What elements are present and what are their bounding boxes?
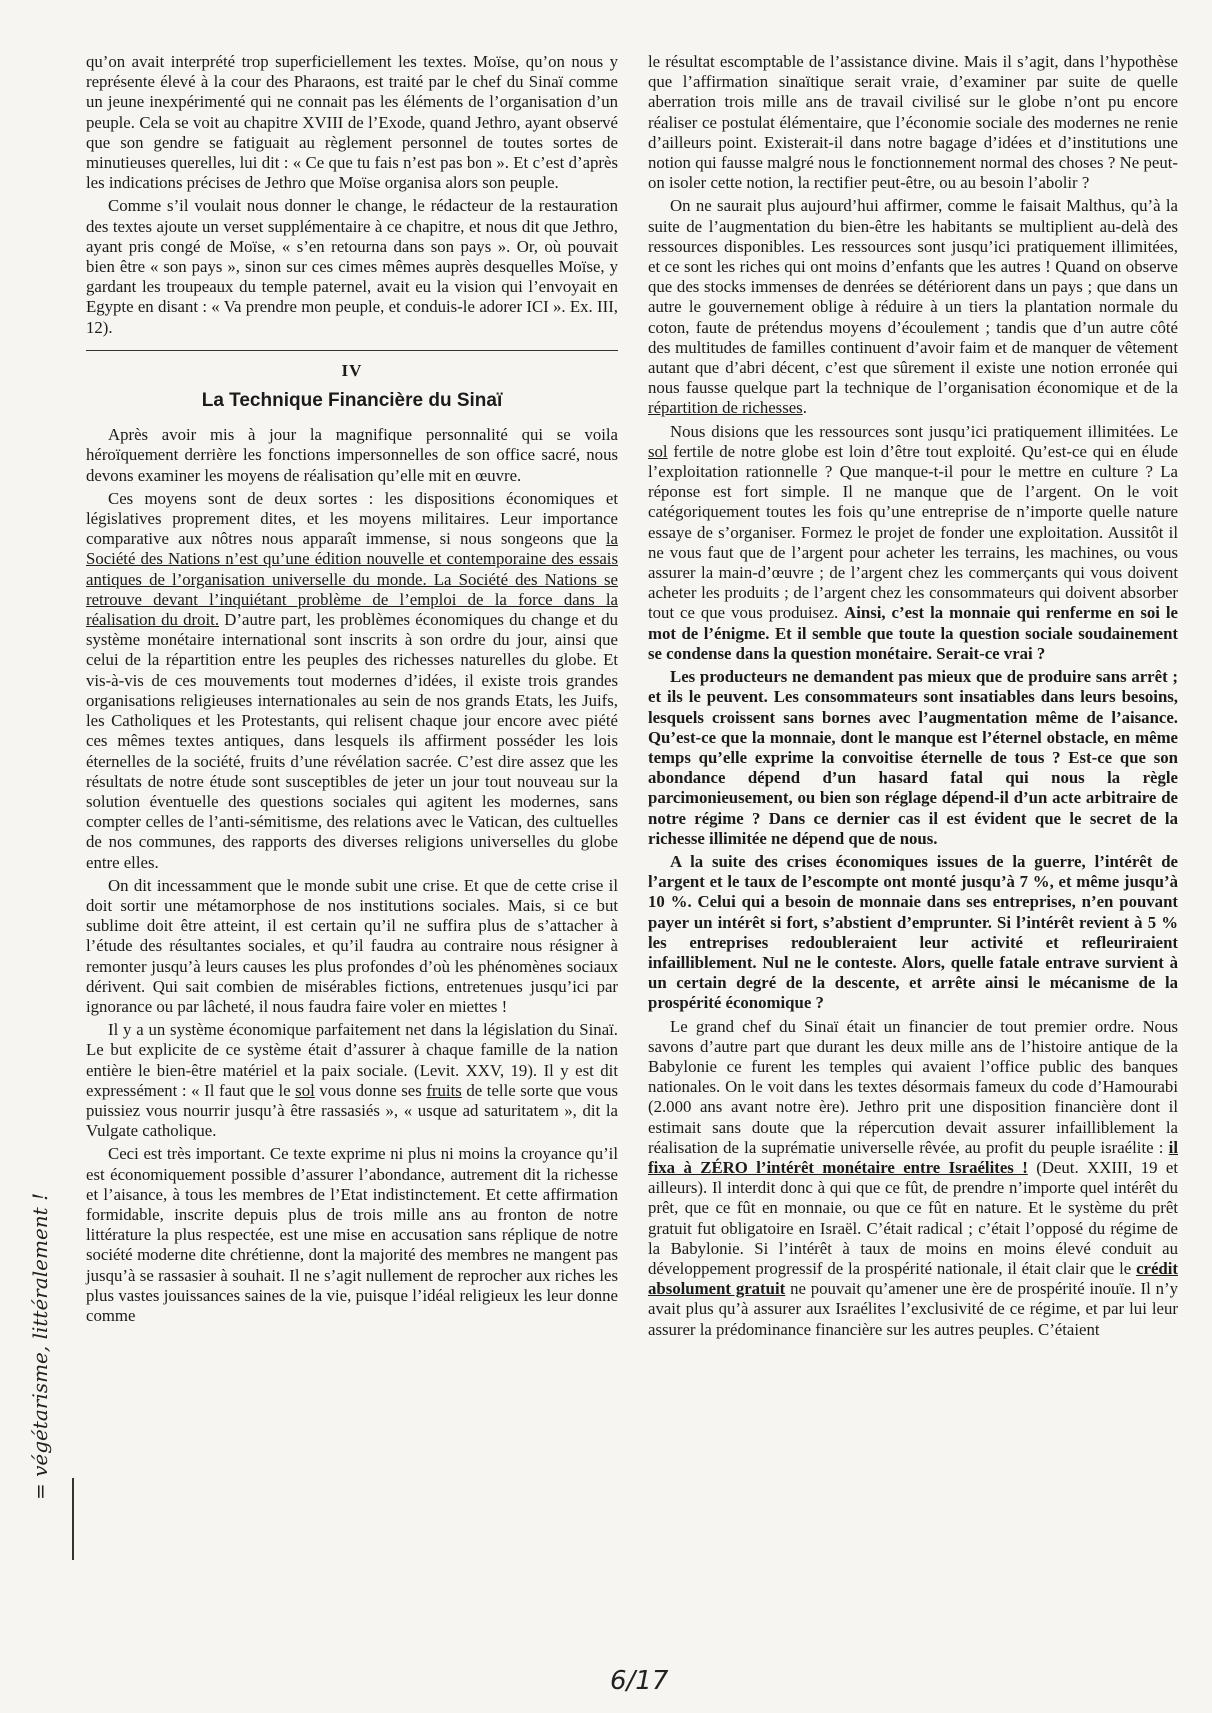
left-paragraph-1: qu’on avait interprété trop superficiellement les textes. Moïse, qu’on nous y représente élevé à la cour des Pharaons, est traité par le chef du Sinaï comme un jeune inexpérimenté qui ne connait pas les éléments de l’organisation d’un peuple. Cela se voit au chapitre XVIII de l’Exode, quand Jethro, ayant observé que son gendre se fatiguait au règlement personnel de toutes sortes de minutieuses querelles, lui dit : « Ce que tu fais n’est pas bon ». Et c’est d’après les indications précises de Jethro que Moïse organisa alors son peuple. xyxy=(86,52,618,193)
underlined-word: sol xyxy=(648,441,668,461)
left-paragraph-3: Après avoir mis à jour la magnifique personnalité qui se voila héroïquement derrière les fonctions impersonnelles de son office sacré, nous devons examiner les moyens de réalisation qu’elle mit en œuvre. xyxy=(86,425,618,485)
underlined-passage: répartition de richesses xyxy=(648,398,803,418)
underlined-word: fruits xyxy=(426,1080,462,1100)
text-run: D’autre part, les problèmes économiques du change et du système monétaire international sont inscrits à son ordre du jour, ainsi que celui de la répartition entre les peuples des richesses naturelles du globe. Et vis-à-vis de ces mouvements tout modernes d’idées, il existe trois grandes organisations religieuses internationales au sein de nos grands Etats, les Juifs, les Catholiques et les Protestants, qui relisent chaque jour encore avec piété ces mêmes textes antiques, dans lesquels ils affirment posséder les lois éternelles de la société, fruits d’une révélation sacrée. C’est dire assez que les résultats de notre étude sont susceptibles de jeter un jour tout nouveau sur la solution éventuelle des questions sociales qui agitent les modernes, sans compter celles de l’anti-sémitisme, des relations avec le Vatican, des cultuelles de nos communes, des rapports des diverses religions universelles du globe entre elles. xyxy=(86,610,618,872)
section-divider xyxy=(86,350,618,351)
text-run: vous donne ses xyxy=(314,1080,427,1100)
text-run: ne pouvait qu’amener une ère de prospérité inouïe. Il n’y avait plus qu’à assurer aux Israélites l’exclusivité de ce régime, et par lui leur assurer la prédominance financière sur les autres peuples. C’étaient xyxy=(648,1279,1178,1339)
right-column xyxy=(648,52,1178,1343)
section-title: La Technique Financière du Sinaï xyxy=(201,390,503,412)
handwritten-margin-bar xyxy=(72,1478,74,1560)
left-column xyxy=(86,52,618,1329)
right-paragraph-2 xyxy=(648,196,1178,418)
underlined-passage: crédit absolument gratuit xyxy=(648,1258,1178,1299)
text-run: . xyxy=(802,398,807,418)
section-number: IV xyxy=(341,360,363,380)
right-paragraph-1: le résultat escomptable de l’assistance divine. Mais il s’agit, dans l’hypothèse que l’affirmation sinaïtique serait vraie, d’examiner par suite de quelle aberration trois mille ans de travail civilisé sur le globe n’ont pu encore réaliser ce postulat élémentaire, que l’économie sociale des modernes ne renie d’ailleurs point. Existerait-il dans notre bagage d’idées et d’institutions une notion qui fausse malgré nous le fonctionnement normal des choses ? Ne peut-on isoler cette notion, la rectifier peut-être, ou au besoin l’abolir ? xyxy=(648,52,1178,193)
left-paragraph-6 xyxy=(86,1020,618,1141)
text-run: On ne saurait plus aujourd’hui affirmer, comme le faisait Malthus, qu’à la suite de l’augmentation du bien-être les habitants se multiplient au-delà des ressources disponibles. Les ressources sont jusqu’ici pratiquement illimitées, et ce sont les riches qui ont moins d’enfants que les autres ! Quand on observe que des stocks immenses de denrées se détériorent dans un pays ; que dans un autre le gouvernement oblige à réduire à un tiers la plantation normale du coton, faute de prétendus moyens d’écoulement ; tandis que d’un autre côté des multitudes de familles continuent d’avoir faim et de manquer de vêtement autant que d’abri décent, c’est que sûrement il existe une notion erronée qui nous fausse quelque part la technique de l’organisation économique et de la xyxy=(648,196,1178,398)
underlined-word: sol xyxy=(295,1080,315,1100)
text-run: (Deut. XXIII, 19 et ailleurs). Il interdit donc à qui que ce fût, de prendre n’importe quel intérêt du prêt, que ce fût en monnaie, ou que ce fût en nature. Et le système du prêt gratuit fut obligatoire en Israël. C’était radical ; c’était l’opposé du régime de la Babylonie. Si l’intérêt à taux de moins en moins élevé conduit au développement progressif de la prospérité nationale, il était clair que le xyxy=(648,1157,1178,1278)
left-paragraph-5: On dit incessamment que le monde subit une crise. Et que de cette crise il doit sortir une métamorphose de nos institutions sociales. Mais, si ce but sublime doit être atteint, il est certain qu’il ne suffira plus de s’attacher à l’étude des résultantes sociales, et qu’il faudra au contraire nous résigner à remonter jusqu’à leurs causes les plus profondes d’où les phénomènes sociaux dérivent. Qui sait combien de misérables fictions, entretenues jusqu’ici par ignorance ou par lâcheté, il nous faudra faire voler en miettes ! xyxy=(86,875,618,1016)
text-run: Nous disions que les ressources sont jusqu’ici pratiquement illimitées. Le xyxy=(670,421,1178,441)
bold-passage: Ainsi, c’est la monnaie qui renferme en soi le mot de l’énigme. Et il semble que toute la question sociale soudainement se condense dans la question monétaire. Serait-ce vrai ? xyxy=(648,603,1178,663)
right-paragraph-5: A la suite des crises économiques issues de la guerre, l’intérêt de l’argent et le taux de l’escompte ont monté jusqu’à 7 %, et même jusqu’à 10 %. Celui qui a besoin de monnaie dans ses entreprises, n’en pouvant payer un intérêt si fort, s’abstient d’emprunter. Si l’intérêt revient à 5 % les entreprises redoubleraient leur activité et refleuriraient infailliblement. Nul ne le conteste. Alors, quelle fatale entrave survient à un certain degré de la descente, et arrête ainsi le mécanisme de la prospérité économique ? xyxy=(648,851,1178,1013)
text-run: fertile de notre globe est loin d’être tout exploité. Qu’est-ce qui en élude l’exploitation rationnelle ? Que manque-t-il pour le mettre en culture ? La réponse est fort simple. Il ne manque que de l’argent. On le voit catégoriquement toutes les fois qu’une entreprise de n’importe quelle nature essaye de s’organiser. Formez le projet de fonder une exploitation. Aussitôt il ne vous faut que de l’argent pour acheter les terrains, les machines, ou vous assurer la main-d’œuvre ; de l’argent chez les commerçants qui vous doivent acheter les produits ; de l’argent chez les consommateurs qui doivent absorber tout ce que vous produisez. xyxy=(648,441,1178,623)
text-run: Ces moyens sont de deux sortes : les dispositions économiques et législatives proprement dites, et les moyens militaires. Leur importance comparative aux nôtres nous apparaît immense, si nous songeons que xyxy=(86,488,618,549)
text-run: de telle sorte que vous puissiez vous nourrir jusqu’à être rassasiés », « usque ad saturitatem », dit la Vulgate catholique. xyxy=(86,1080,618,1141)
handwritten-margin-note: = végétarisme, littéralement ! xyxy=(28,1192,52,1500)
right-paragraph-6 xyxy=(648,1017,1178,1340)
underlined-passage: la Société des Nations n’est qu’une édition nouvelle et contemporaine des essais antiques de l’organisation universelle du monde. La Société des Nations se retrouve devant l’inquiétant problème de l’emploi de la force dans la réalisation du droit. xyxy=(86,529,618,630)
text-run: Le grand chef du Sinaï était un financier de tout premier ordre. Nous savons d’autre part que durant les deux mille ans de l’histoire antique de la Babylonie ce furent les temples qui avaient l’office public des banques nationales. On le voit dans les textes désormais fameux du code d’Hamourabi (2.000 ans avant notre ère). Jethro prit une disposition financière dont il estimait sans doute que la répercution devait assurer infailliblement la réalisation de la suprématie universelle rêvée, au profit du peuple israélite : xyxy=(648,1016,1178,1157)
left-paragraph-4 xyxy=(86,489,618,873)
right-paragraph-4: Les producteurs ne demandent pas mieux que de produire sans arrêt ; et ils le peuvent. Les consommateurs sont insatiables dans leurs besoins, lesquels croissent sans bornes avec l’augmentation même de l’aisance. Qu’est-ce que la monnaie, dont le manque est l’éternel obstacle, en même temps qu’elle exprime la convoitise éternelle de tous ? Est-ce que son abondance dépend d’un hasard fatal qui nous la règle parcimonieusement, ou bien son réglage dépend-il d’un acte arbitraire de notre régime ? Dans ce dernier cas il est évident que le secret de la richesse illimitée ne dépend que de nous. xyxy=(648,667,1178,848)
left-paragraph-7: Ceci est très important. Ce texte exprime ni plus ni moins la croyance qu’il est économiquement possible d’assurer l’abondance, autrement dit la richesse et l’aisance, à tous les membres de l’Etat indistinctement. Et cette affirmation formidable, inscrite depuis plus de trois mille ans au fronton de notre littérature la plus respectée, est une mise en accusation sans réplique de notre société moderne dite chrétienne, dont la majorité des membres ne mangent pas jusqu’à se rassasier à souhait. Il ne s’agit nullement de reprocher aux riches les plus vastes jouissances saines de la vie, puisque l’idéal religieux les leur donne comme xyxy=(86,1144,618,1325)
left-paragraph-2: Comme s’il voulait nous donner le change, le rédacteur de la restauration des textes ajoute un verset supplémentaire à ce chapitre, et nous dit que Jethro, ayant pris congé de Moïse, « s’en retourna dans son pays ». Or, où pouvait bien être « son pays », sinon sur ces cimes mêmes auprès desquelles Moïse, y gardant les troupeaux du temple paternel, avait eu la vision qui l’envoyait en Egypte en disant : « Va prendre mon peuple, et conduis-le adorer ICI ». Ex. III, 12). xyxy=(86,196,618,337)
text-run: Il y a un système économique parfaitement net dans la législation du Sinaï. Le but explicite de ce système était d’assurer à chaque famille de la nation entière le bien-être matériel et la paix sociale. (Levit. XXV, 19). Il y est dit expressément : « Il faut que le xyxy=(86,1020,618,1100)
right-paragraph-3 xyxy=(648,422,1178,664)
underlined-passage: il fixa à ZÉRO l’intérêt monétaire entre Israélites ! xyxy=(648,1137,1178,1177)
handwritten-page-number: 6/17 xyxy=(610,1666,669,1696)
